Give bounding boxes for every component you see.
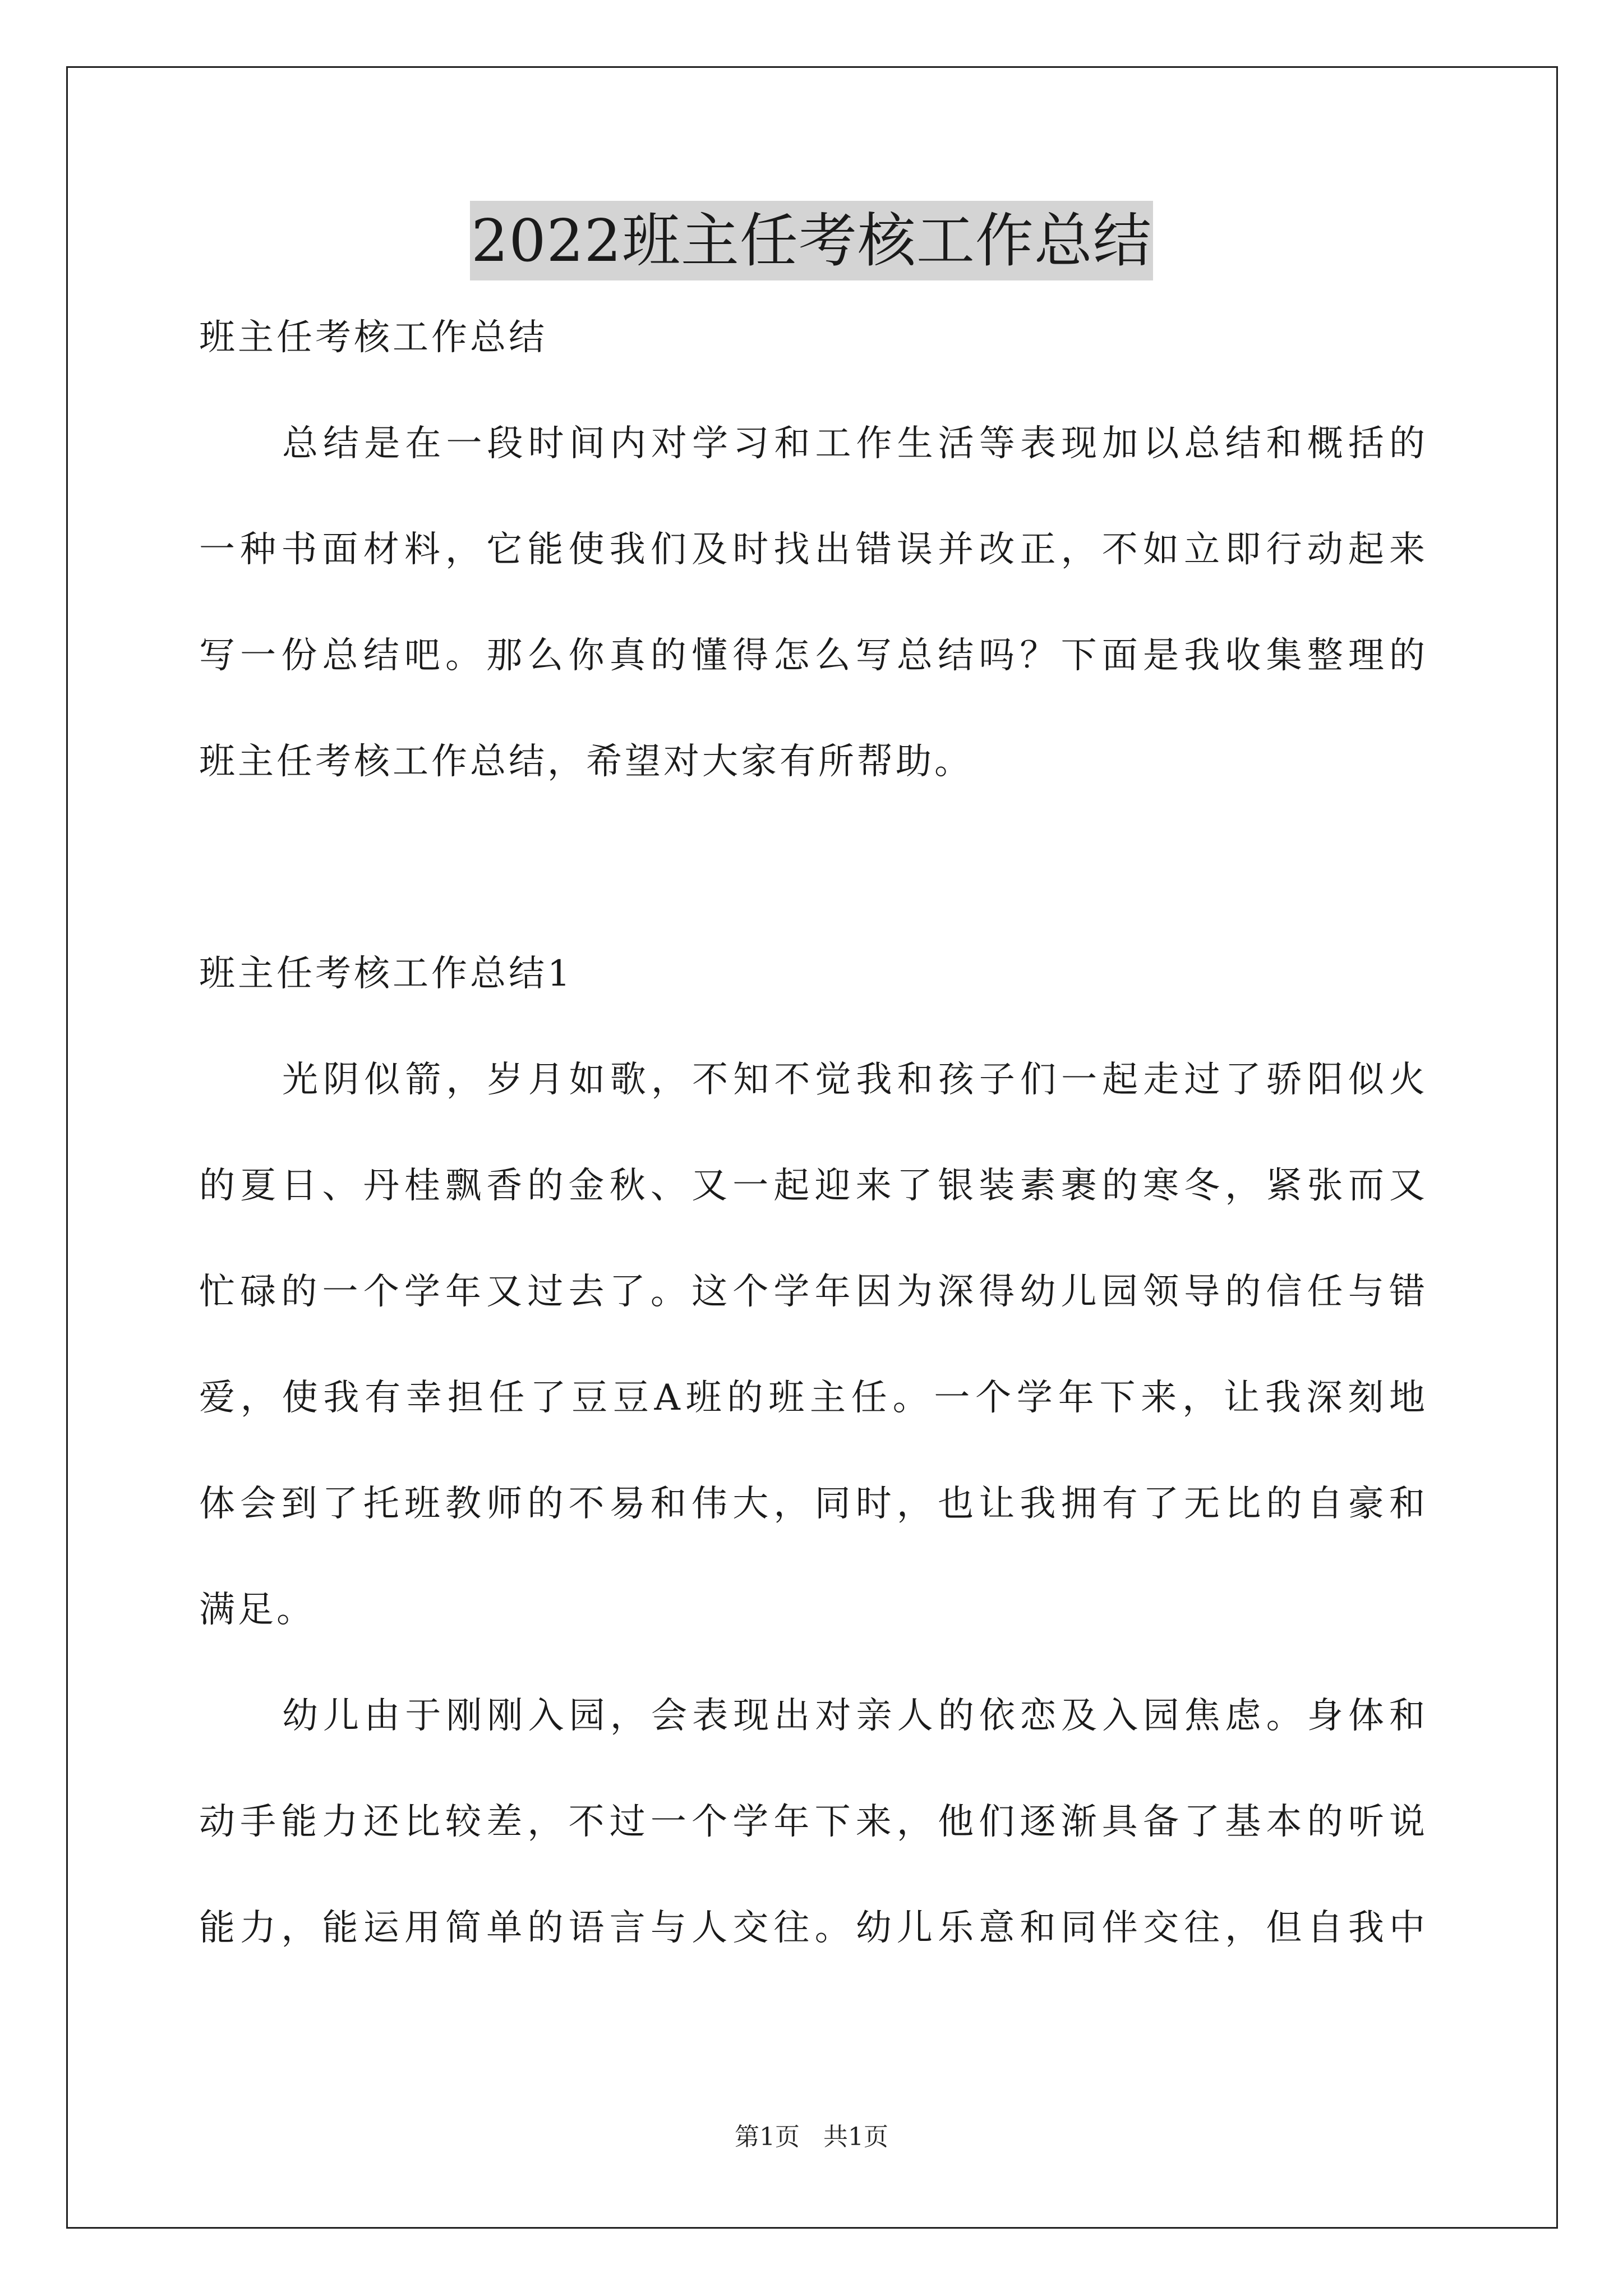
paragraph-line: 的夏日、丹桂飘香的金秋、又一起迎来了银装素裹的寒冬，紧张而又 bbox=[199, 1165, 1425, 1207]
page-footer bbox=[0, 2120, 1623, 2154]
intro-line: 写一份总结吧。那么你真的懂得怎么写总结吗？下面是我收集整理的 bbox=[199, 635, 1425, 677]
paragraph-line: 忙碌的一个学年又过去了。这个学年因为深得幼儿园领导的信任与错 bbox=[199, 1271, 1425, 1313]
page-number: 第1页 bbox=[735, 2123, 800, 2151]
paragraph-line: 幼儿由于刚刚入园，会表现出对亲人的依恋及入园焦虑。身体和 bbox=[282, 1695, 1425, 1737]
paragraph-line: 能力，能运用简单的语言与人交往。幼儿乐意和同伴交往，但自我中 bbox=[199, 1907, 1425, 1949]
intro-line: 一种书面材料，它能使我们及时找出错误并改正，不如立即行动起来 bbox=[199, 529, 1425, 570]
page-total: 共1页 bbox=[823, 2123, 888, 2151]
paragraph-line: 体会到了托班教师的不易和伟大，同时，也让我拥有了无比的自豪和 bbox=[199, 1483, 1425, 1525]
paragraph-line: 满足。 bbox=[199, 1589, 315, 1631]
title-container bbox=[0, 201, 1623, 280]
intro-line: 班主任考核工作总结，希望对大家有所帮助。 bbox=[199, 741, 973, 783]
document-title: 2022班主任考核工作总结 bbox=[470, 201, 1153, 280]
section-spacer bbox=[199, 840, 1425, 946]
paragraph-line: 爱，使我有幸担任了豆豆A班的班主任。一个学年下来，让我深刻地 bbox=[199, 1377, 1425, 1419]
document-body bbox=[199, 310, 1425, 2006]
intro-line: 总结是在一段时间内对学习和工作生活等表现加以总结和概括的 bbox=[282, 423, 1425, 464]
document-subtitle: 班主任考核工作总结 bbox=[199, 317, 547, 358]
paragraph-line: 动手能力还比较差，不过一个学年下来，他们逐渐具备了基本的听说 bbox=[199, 1801, 1425, 1843]
paragraph-line: 光阴似箭，岁月如歌，不知不觉我和孩子们一起走过了骄阳似火 bbox=[282, 1059, 1425, 1101]
section-heading: 班主任考核工作总结1 bbox=[199, 953, 573, 995]
